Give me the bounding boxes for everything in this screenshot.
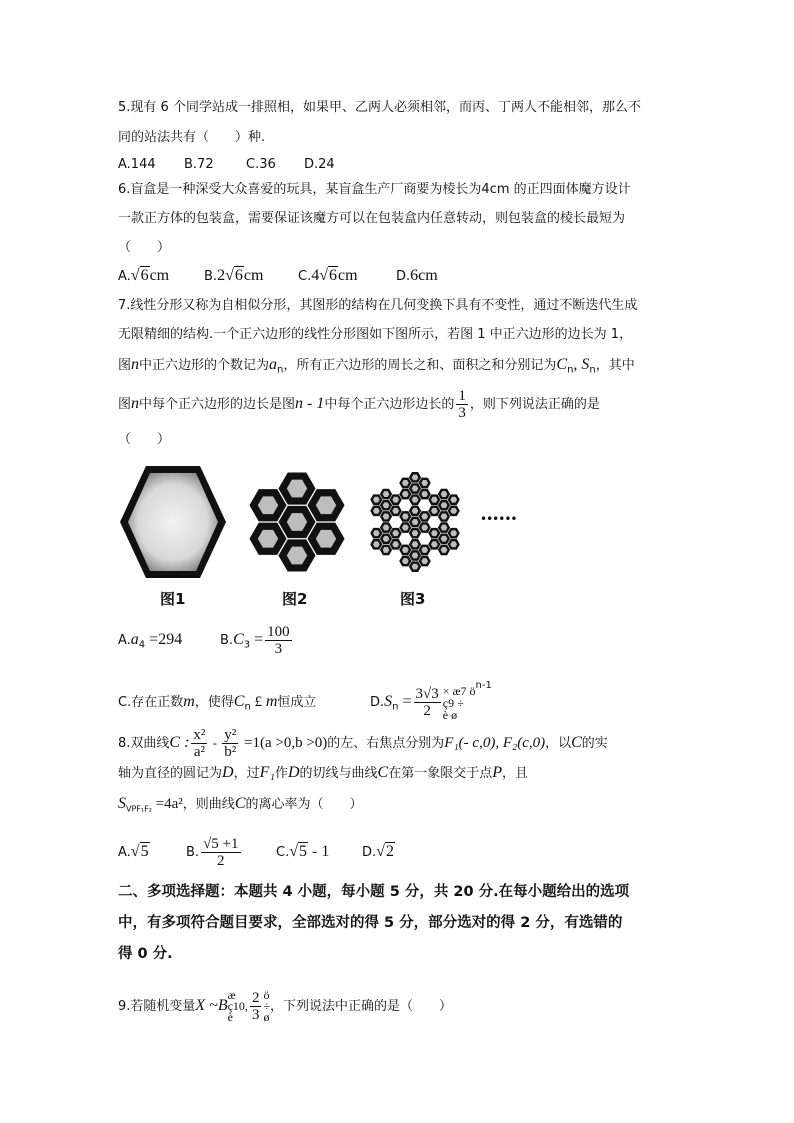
q5-option-c: C.36 [246, 157, 276, 172]
q7-option-c: C.存在正数m，使得$C_n$ £ m恒成立 [118, 693, 317, 713]
q7-line-4: 图n中每个正六边形的边长是图n - 1中每个正六边形边长的 $\frac{1}{3}$ ，则下列说法正确的是 [118, 388, 600, 421]
q7-option-d: $D.S_n$ = $\frac{3√3}{2}$ × æ7 ö ç9 ÷ è ø $^{n-1}$ [370, 680, 492, 722]
q6-line-3: （ ） [118, 240, 171, 255]
q8-option-a: A.√5 [118, 843, 149, 860]
q6-option-d: D.6cm [396, 267, 438, 284]
q5-option-a: A.144 [118, 157, 156, 172]
q7-options-ab [118, 624, 294, 657]
q7-line-3: 图n中正六边形的个数记为$a_n$，所有正六边形的周长之和、面积之和分别记为$C_n$, $S_n$，其中 [118, 356, 635, 376]
q7-option-b: $B.C_3$ = $\frac{100}{3}$ [220, 624, 290, 657]
q5-options [118, 155, 335, 175]
fractal-figure-3 [362, 462, 468, 582]
q8-option-d: D.√2 [362, 843, 394, 860]
fractal-continuation-dots: •••••• [480, 512, 517, 526]
q6-option-c: C.4√6cm [298, 267, 358, 284]
fractal-figure-2 [244, 462, 350, 582]
figure-2-caption: 图2 [282, 590, 308, 608]
q7-line-2: 无限精细的结构.一个正六边形的线性分形图如下图所示，若图 1 中正六边形的边长为 1， [118, 327, 633, 342]
q8-line-2: 轴为直径的圆记为D，过F₁作D的切线与曲线C在第一象限交于点P，且 [118, 764, 529, 781]
section-2-heading-line-2: 中，有多项符合题目要求，全部选对的得 5 分，部分选对的得 2 分，有选错的 [118, 915, 623, 931]
q6-line-2: 一款正方体的包装盒，需要保证该魔方可以在包装盒内任意转动，则包装盒的棱长最短为 [118, 211, 626, 226]
q6-option-b: B.2√6cm [204, 267, 264, 284]
q7-option-a: $A.a_4 =294$ [118, 631, 183, 651]
q8-option-b: B. $\frac{√5 +1}{2}$ [186, 836, 239, 869]
q5-line-1: 5.现有 6 个同学站成一排照相，如果甲、乙两人必须相邻，而丙、丁两人不能相邻，那么不 [118, 100, 641, 115]
q6-option-a: A.√6cm [118, 267, 170, 284]
q7-options-cd [118, 676, 492, 721]
q8-line-1: 8.双曲线C : $\frac{\text{x²}}{\text{a²}}$ - $\frac{\text{y²}}{\text{b²}}$ =1(a >0,b >0)的左、右焦点分别为F₁(- c,0), F₂(c,0)，以C的实 [118, 727, 608, 760]
q9-line-1: 9.若随机变量X ~B æ ç10, è $\frac{2}{3}$ ö ÷ ø ，下列说法中正确的是（ ） [118, 988, 453, 1024]
fractal-figure-1 [118, 462, 228, 582]
q8-line-3: $S_{VPF_1F_2} =4a^2$，则曲线C的离心率为（ ） [118, 795, 363, 814]
q6-line-1: 6.盲盒是一种深受大众喜爱的玩具，某盲盒生产厂商要为棱长为4cm 的正四面体魔方设计 [118, 182, 631, 197]
q8-option-c: C.√5 - 1 [276, 843, 330, 860]
q6-options [118, 266, 438, 287]
section-2-heading-line-1: 二、多项选择题：本题共 4 小题，每小题 5 分，共 20 分.在每小题给出的选项 [118, 884, 630, 900]
q7-fraction-one-third: $\frac{1}{3}$ [458, 388, 466, 421]
q5-option-b: B.72 [184, 157, 214, 172]
q8-options [118, 836, 395, 869]
figure-1-caption: 图1 [160, 590, 186, 608]
q7-line-1: 7.线性分形又称为自相似分形，其图形的结构在几何变换下具有不变性，通过不断迭代生成 [118, 298, 638, 313]
section-2-heading-line-3: 得 0 分. [118, 946, 173, 962]
q5-line-2: 同的站法共有（ ）种. [118, 130, 266, 145]
q7-line-5: （ ） [118, 432, 171, 447]
q5-option-d: D.24 [304, 157, 335, 172]
figure-3-caption: 图3 [400, 590, 426, 608]
